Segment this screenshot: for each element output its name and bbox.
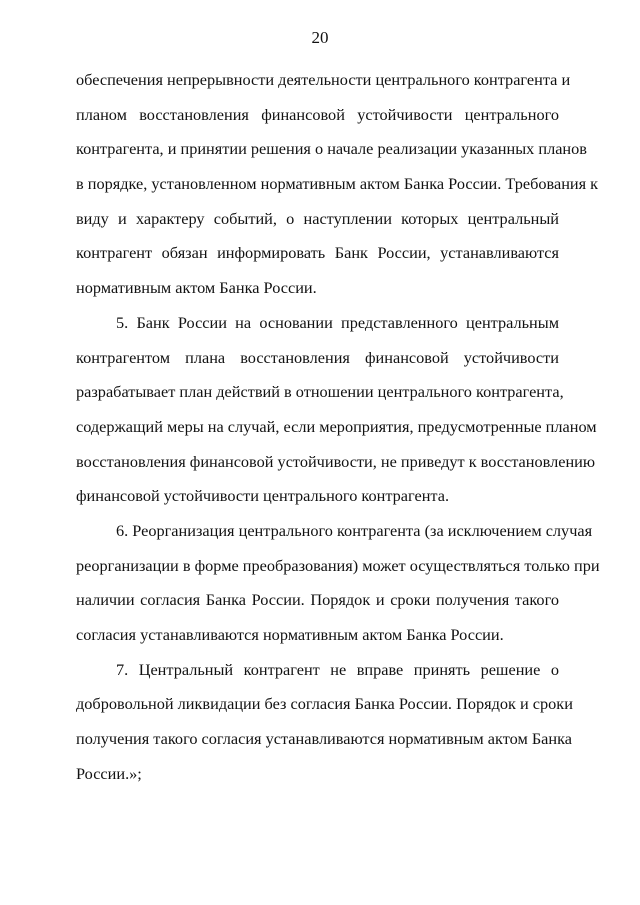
text-line: добровольной ликвидации без согласия Банка России. Порядок и сроки [76,694,573,714]
text-line: России.»; [76,763,142,783]
paragraph-first-line: 7. Центральный контрагент не вправе принять решение о [116,659,559,679]
text-line: восстановления финансовой устойчивости, не приведут к восстановлению [76,451,596,471]
text-line: содержащий меры на случай, если мероприятия, предусмотренные планом [76,416,597,436]
text-line: контрагента, и принятии решения о начале реализации указанных планов [76,139,587,159]
text-line: контрагентом плана восстановления финансовой устойчивости [76,347,559,367]
text-line: обеспечения непрерывности деятельности центрального контрагента и [76,70,571,89]
text-line: разрабатывает план действий в отношении центрального контрагента, [76,382,564,402]
text-line: получения такого согласия устанавливаются нормативным актом Банка [76,729,573,749]
text-line: реорганизации в форме преобразования) может осуществляться только при [76,555,600,575]
text-line: в порядке, установленном нормативным актом Банка России. Требования к [76,174,599,194]
text-line: наличии согласия Банка России. Порядок и сроки получения такого [76,590,559,610]
text-line: контрагент обязан информировать Банк России, устанавливаются [76,243,559,263]
text-line: согласия устанавливаются нормативным актом Банка России. [76,625,504,644]
paragraph-first-line: 6. Реорганизация центрального контрагента (за исключением случая [116,520,593,540]
text-line: нормативным актом Банка России. [76,278,317,298]
text-line: виду и характеру событий, о наступлении которых центральный [76,208,559,228]
text-line: финансовой устойчивости центрального контрагента. [76,486,450,506]
text-line: планом восстановления финансовой устойчивости центрального [76,104,559,124]
page-number: 20 [311,28,329,47]
document-body [76,63,600,791]
paragraph-first-line: 5. Банк России на основании представленного центральным [116,312,559,332]
